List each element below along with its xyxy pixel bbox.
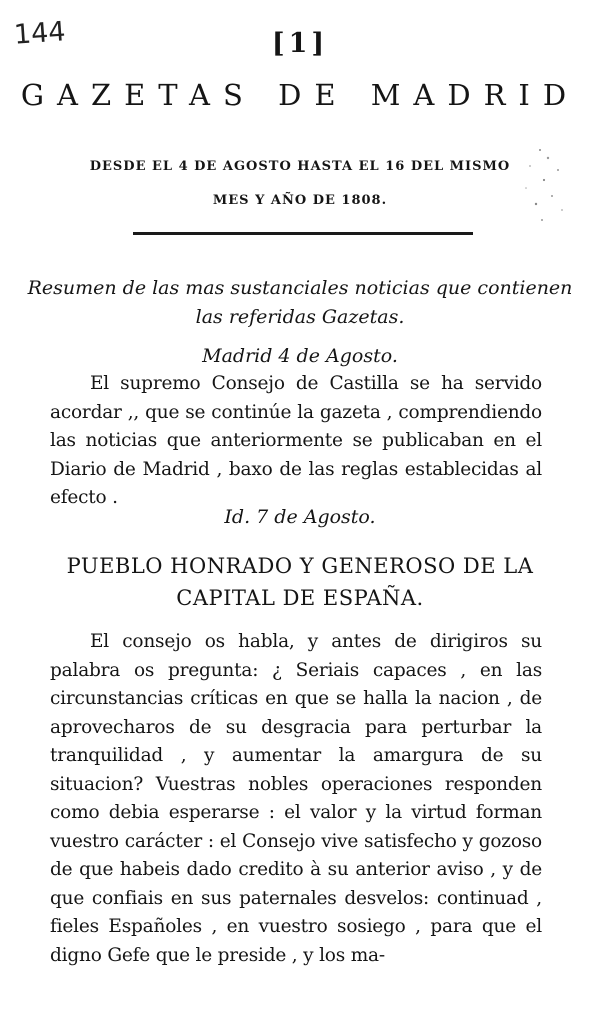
summary [0, 274, 600, 332]
heading-line-2: CAPITAL DE ESPAÑA. [176, 586, 424, 610]
handwritten-page-number: 144 [12, 16, 67, 51]
paragraph-consejo-habla: El consejo os habla, y antes de dirigiros su palabra os pregunta: ¿ Seriais capaces , en las circunstancias críticas en que se halla la nacion , de aprovecharos de su desgracia para perturbar la tranquilidad , y aumentar la amargura de su situacion? Vuestras nobles operaciones responden como debia esperarse : el valor y la virtud forman vuestro carácter : el Consejo vive satisfecho y gozoso de que habeis dado credito à su anterior aviso , y de que confiais en sus paternales desvelos: continuad , fieles Españoles , en vuestro sosiego , para que el digno Gefe que le preside , y los ma- [50, 631, 542, 966]
divider-rule [133, 232, 473, 235]
ink-specks [518, 140, 578, 240]
paragraph-consejo-gazeta: El supremo Consejo de Castilla se ha servido acordar ,, que se continúe la gazeta , comprendiendo las noticias que anteriormente se publicaban en el Diario de Madrid , baxo de las reglas establecidas al efecto . [50, 373, 542, 508]
subtitle-line-2: MES Y AÑO DE 1808. [212, 193, 388, 208]
page-mark: [1] [271, 28, 329, 59]
dateline-id-7: Id. 7 de Agosto. [224, 506, 376, 528]
page-title: GAZETAS DE MADRID [20, 78, 580, 112]
subtitle [0, 150, 600, 218]
subtitle-line-1: DESDE EL 4 DE AGOSTO HASTA EL 16 DEL MISMO [89, 159, 511, 174]
summary-line-1: Resumen de las mas sustanciales noticias que contienen [27, 277, 573, 299]
summary-line-2: las referidas Gazetas. [195, 306, 405, 328]
section-heading [0, 550, 600, 614]
dateline-madrid: Madrid 4 de Agosto. [202, 345, 398, 367]
heading-line-1: PUEBLO HONRADO Y GENEROSO DE LA [66, 554, 534, 578]
